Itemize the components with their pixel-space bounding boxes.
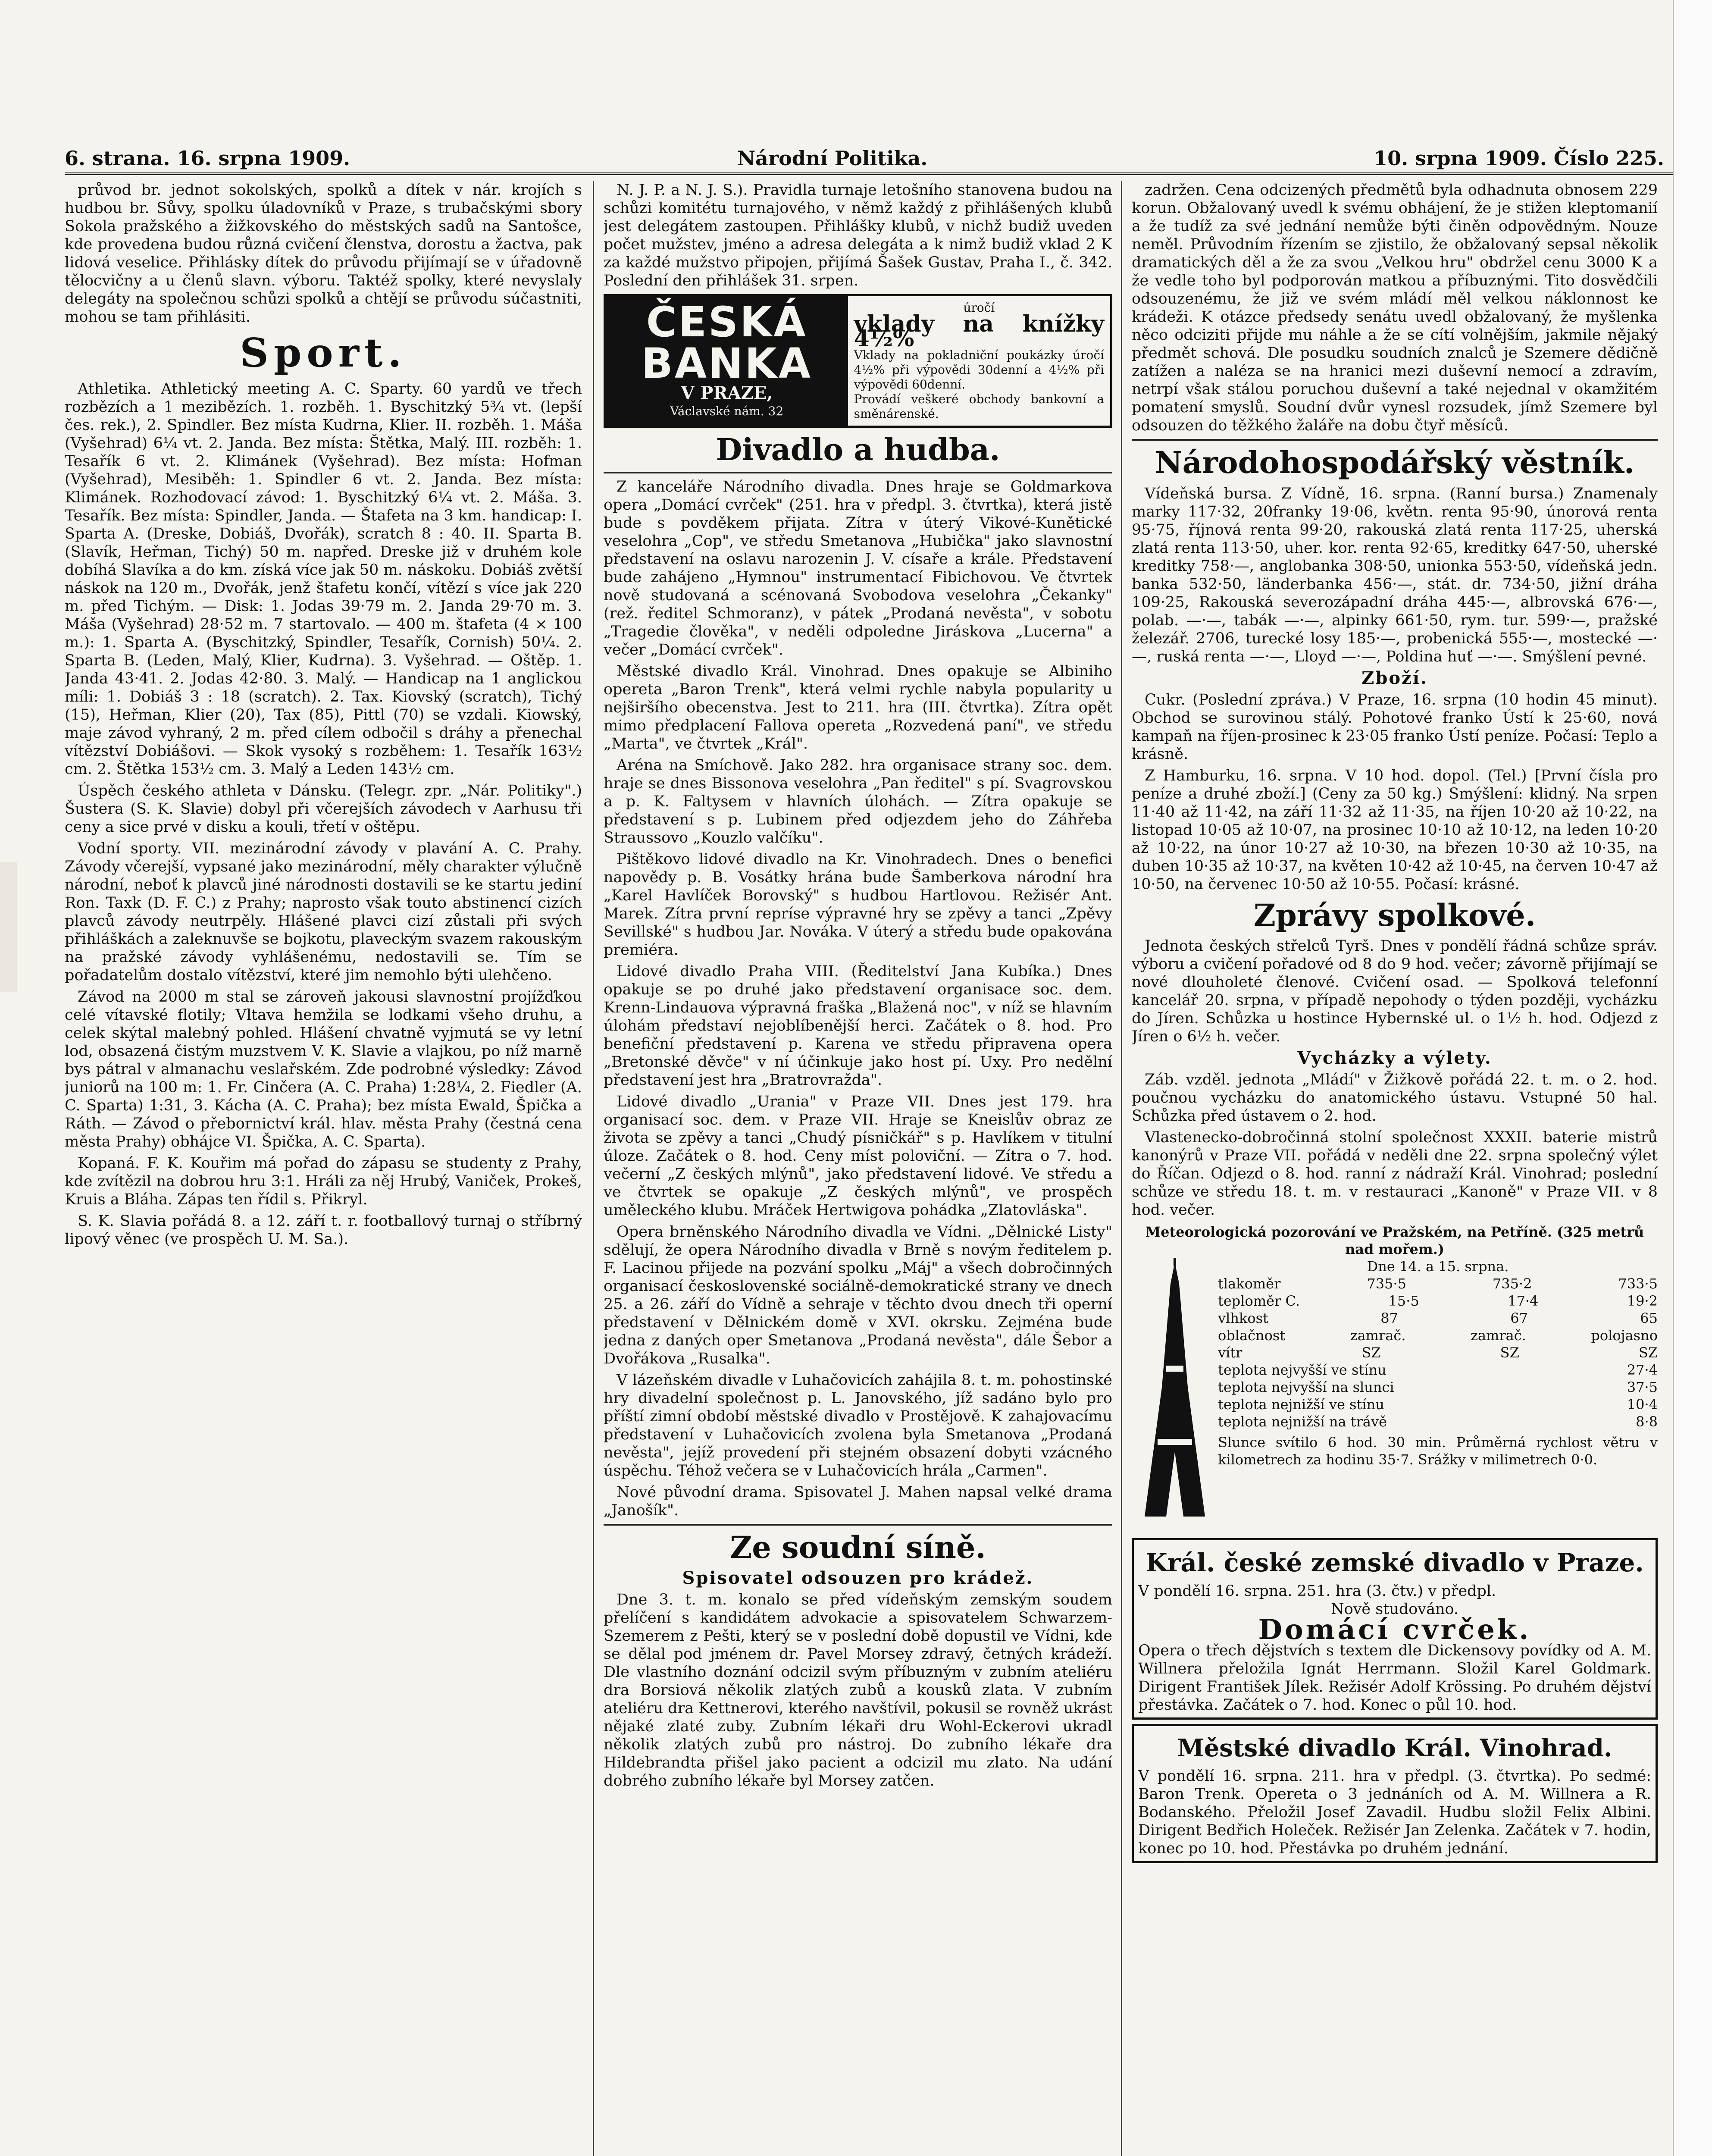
page-edge: [1673, 0, 1712, 2156]
weather-cell: vlhkost: [1218, 1310, 1268, 1326]
bank-desc: Provádí veškeré obchody bankovní a směnárenské.: [854, 392, 1104, 421]
column-1: [65, 181, 582, 2156]
article-text: N. J. P. a N. J. S.). Pravidla turnaje letošního stanovena budou na schůzi komitétu turnajového, v němž každý z přihlášených klubů jest delegátem zastoupen. Přihlášky klubů, v nichž budiž uveden počet mužstev, jméno a adresa delegáta a k nimž budiž vklad 2 K za každé mužstvo připojen, přijímá Šašek Gustav, Praha I., č. 342. Poslední den přihlášek 31. srpen.: [604, 182, 1112, 289]
column-3: [1132, 181, 1658, 2156]
weather-cell: zamrač.: [1350, 1327, 1406, 1344]
weather-dates: Dne 14. a 15. srpna.: [1367, 1258, 1509, 1275]
article-text: Athletika. Athletický meeting A. C. Sparty. 60 yardů ve třech rozbězích a 1 mezibězích. 1. rozběh. 1. Byschitzký 5¾ vt. (lepší čes. rek.), 2. Spindler. Bez místa Kudrna, Klier. II. rozběh. 1. Máša (Vyšehrad) 6¼ vt. 2. Janda. Bez místa: Štětka, Malý. III. rozběh: 1. Tesařík 6 vt. 2. Klimánek (Vyšehrad). Bez místa: Hofman (Vyšehrad), Mesiběh: 1. Spindler 6 vt. 2. Janda. Bez místa: Klimánek. Rozhodovací závod: 1. Byschitzký 6¼ vt. 2. Máša. 3. Tesařík. Bez místa: Spindler, Janda. — Štafeta na 3 km. handicap: I. Sparta A. (Dreske, Dobiáš, Dvořák), scratch 8 : 40. II. Sparta B. (Slavík, Heřman, Tichý) 50 m. napřed. Dreske již v druhém kole dobíhá Slavíka a do km. získá více jak 50 m. náskoku. Dobiáš zvětší náskok na 120 m., Dvořák, jenž štafetu končí, vítězí s více jak 220 m. před Tichým. — Disk: 1. Jodas 39·79 m. 2. Janda 29·70 m. 3. Máša (Vyšehrad) 28·52 m. 7 startovalo. — 400 m. štafeta (4 × 100 m.): 1. Sparta A. (Byschitzký, Spindler, Tesařík, Cornish) 50¼. 2. Sparta B. (Leden, Malý, Klier, Kudrna). 3. Vyšehrad. — Oštěp. 1. Janda 43·41. 2. Jodas 42·80. 3. Malý. — Handicap na 1 anglickou míli: 1. Dobiáš 3 : 18 (scratch). 2. Tax. Kiovský (scratch), Tichý (15), Heřman, Klier (20), Tax (85), Pittl (70) se vzdali. Kiowský, maje závod vyhraný, 2 m. před cílem odbočil s dráhy a přenechal vítězství Dobiášovi. — Skok vysoký s rozběhem: 1. Tesařík 163½ cm. 2. Štětka 153½ cm. 3. Malý a Leden 143½ cm.: [65, 380, 582, 778]
bank-name-line2: BANKA: [641, 339, 813, 388]
weather-cell: SZ: [1638, 1344, 1658, 1361]
section-title-economy: Národohospodářský věstník.: [1155, 445, 1635, 480]
weather-row: [1218, 1344, 1658, 1361]
theatre-line: V pondělí 16. srpna. 251. hra (3. čtv.) v předpl.: [1138, 1582, 1496, 1600]
weather-row: [1218, 1310, 1658, 1327]
article-text: Úspěch českého athleta v Dánsku. (Telegr. zpr. „Nár. Politiky".) Šustera (S. K. Slavie) dobyl při včerejších závodech v Aarhusu tři ceny a sice prvé v disku a kouli, třetí v oštěpu.: [65, 782, 582, 836]
vinohrady-text: V pondělí 16. srpna. 211. hra v předpl. (3. čtvrtka). Po sedmé: Baron Trenk. Opereta o 3 jednáních od A. M. Willnera a R. Bodanského. Přeložil Josef Zavadil. Hudbu složil Felix Albini. Dirigent Bedřich Holeček. Režisér Jan Zelenka. Začátek v 7. hodin, konec po 10. hod. Přestávka po druhém jednání.: [1138, 1767, 1651, 1857]
vinohrady-listing: [1132, 1724, 1658, 1863]
article-text: S. K. Slavia pořádá 8. a 12. září t. r. footballový turnaj o stříbrný lipový věnec (ve prospěch U. M. Sa.).: [65, 1212, 582, 1248]
bank-details: [848, 296, 1110, 426]
bank-rate-label: úročí: [963, 301, 995, 315]
article-text: Městské divadlo Král. Vinohrad. Dnes opakuje se Albiniho opereta „Baron Trenk", která velmi rychle nabyla popularity u nejširšího obecenstva. Jest to 211. hra (III. čtvrtka). Zítra opět mimo předplacení Fallova opereta „Rozvedená paní", ve středu „Marta", ve čtvrtek „Král".: [604, 662, 1112, 752]
article-text: Pištěkovo lidové divadlo na Kr. Vinohradech. Dnes o benefici napovědy p. B. Vosátky hrána bude Šamberkova národní hra „Karel Havlíček Borovský" s hudbou Hartlovou. Režisér Ant. Marek. Zítra první repríse výpravné hry se zpěvy a tanci „Zpěvy Sevillské" s hudbou Jar. Nováka. V úterý a středu bude opakována premiéra.: [604, 850, 1112, 959]
theatre-play: Domácí cvrček.: [1258, 1613, 1531, 1646]
article-text: Opera brněnského Národního divadla ve Vídni. „Dělnické Listy" sdělují, že opera Národního divadla v Brně s novým ředitelem p. F. Lacinou přijede na pozvání spolku „Máj" a všech dobročinných organisací československé sociálně-demokratické strany ve dnech 25. a 26. září do Vídně a sehraje v těchto dvou dnech tři operní představení v Dělnickém domě v XVI. okrsku. Zejména bude jedna z daných oper Smetanova „Prodaná nevěsta", dále Šebor a Dvořákova „Rusalka".: [604, 1223, 1112, 1367]
weather-cell: 67: [1510, 1310, 1528, 1326]
weather-cell: teplota nejnižší ve stínu: [1218, 1396, 1384, 1413]
divider: [1132, 439, 1658, 441]
ceska-banka-advertisement: [604, 294, 1112, 428]
weather-cell: zamrač.: [1471, 1327, 1526, 1344]
weather-cell: 87: [1380, 1310, 1398, 1326]
weather-cell: 27·4: [1627, 1362, 1658, 1378]
weather-cell: 65: [1640, 1310, 1658, 1326]
weather-row: [1218, 1379, 1658, 1396]
weather-cell: vítr: [1218, 1344, 1243, 1361]
theatre-title: Král. české zemské divadlo v Praze.: [1146, 1548, 1644, 1577]
bank-rate: vklady na knížky 4½%: [854, 311, 1104, 352]
weather-cell: teplota nejvyšší na slunci: [1218, 1379, 1394, 1395]
weather-row: [1218, 1327, 1658, 1344]
weather-cell: SZ: [1361, 1344, 1381, 1361]
weather-cell: SZ: [1500, 1344, 1519, 1361]
section-title-divadlo: Divadlo a hudba.: [716, 432, 1000, 467]
weather-cell: 10·4: [1627, 1396, 1658, 1413]
article-text: Vídeňská bursa. Z Vídně, 16. srpna. (Ranní bursa.) Znamenaly marky 117·32, 20franky 19·06, květn. renta 95·90, únorová renta 95·75, říjnová renta 99·20, rakouská zlatá renta 117·25, uherská zlatá renta 113·50, uher. kor. renta 92·65, kreditky 647·50, uherské kreditky 758·—, anglobanka 308·50, unionka 553·50, vídeňská jedn. banka 532·50, länderbanka 456·—, stát. dr. 734·50, jižní dráha 109·25, Rakouská severozápadní dráha 445·—, albrovská 676·—, polab. —·—, tabák —·—, alpinky 661·50, rym. tur. 599·—, pražské železář. 2706, turecké losy 185·—, probenická 555·—, mostecké —·—, ruská renta —·—, Lloyd —·—, Poldina huť —·—. Smýšlení pevné.: [1132, 485, 1658, 665]
weather-cell: 8·8: [1636, 1413, 1658, 1430]
weather-title: Meteorologická pozorování ve Pražském, na Petříně. (325 metrů nad mořem.): [1145, 1224, 1644, 1257]
weather-cell: tlakoměr: [1218, 1275, 1281, 1292]
page-header: [65, 147, 1673, 175]
weather-cell: 735·5: [1367, 1275, 1406, 1292]
column-2: [604, 181, 1112, 2156]
divider: [604, 472, 1112, 473]
article-text: Lidové divadlo „Urania" v Praze VII. Dnes jest 179. hra organisací soc. dem. v Praze VII. Hraje se Kneislův obraz ze života se zpěvy a tanci „Chudý písničkář" s p. Havlíkem v titulní úloze. Začátek o 8. hod. Ceny míst poloviční. — Zítra o 7. hod. večerní „Z českých mlýnů", jako představení lidové. Ve středu a ve čtvrtek se opakuje „Z českých mlýnů", ve prospěch uměleckého klubu. Mráček Hertwigova pohádka „Zlatovláska".: [604, 1093, 1112, 1219]
weather-cell: teplota nejvyšší ve stínu: [1218, 1362, 1387, 1378]
weather-row: [1218, 1396, 1658, 1413]
section-title-spolky: Zprávy spolkové.: [1253, 897, 1536, 933]
weather-cell: teplota nejnižší na trávě: [1218, 1413, 1387, 1430]
bank-address: Václavské nám. 32: [670, 404, 784, 418]
weather-cell: 37·5: [1627, 1379, 1658, 1395]
weather-row: [1218, 1275, 1658, 1292]
article-text: Nové původní drama. Spisovatel J. Mahen napsal velké drama „Janošík".: [604, 1483, 1112, 1519]
article-text: Cukr. (Poslední zpráva.) V Praze, 16. srpna (10 hodin 45 minut). Obchod se surovinou stálý. Pohotové franko Ústí k 25·60, nová kampaň na říjen-prosinec k 23·05 franko Ústí peníze. Počasí: Teplo a krásně.: [1132, 691, 1658, 763]
article-text: Kopaná. F. K. Kouřim má pořad do zápasu se studenty z Prahy, kde zvítězil na dobrou hru 3:1. Hráli za něj Hrubý, Vaniček, Prokeš, Kruis a Bláha. Zápas ten řídil s. Přikryl.: [65, 1154, 582, 1208]
section-title-soud: Ze soudní síně.: [730, 1529, 986, 1565]
article-text: Z Hamburku, 16. srpna. V 10 hod. dopol. (Tel.) [První čísla pro peníze a druhé zboží.] (Ceny za 50 kg.) Smýšlení: klidný. Na srpen 11·40 až 11·42, na září 11·32 až 11·35, na říjen 10·20 až 10·22, na listopad 10·05 až 10·07, na prosinec 10·10 až 10·12, na leden 10·20 až 10·22, na únor 10·27 až 10·30, na březen 10·30 až 10·35, na duben 10·35 až 10·37, na květen 10·42 až 10·45, na červen 10·47 až 10·50, na červenec 10·50 až 10·55. Počasí: krásné.: [1132, 767, 1658, 893]
article-text: Vlastenecko-dobročinná stolní společnost XXXII. baterie mistrů kanonýrů v Praze VII. pořádá v neděli dne 22. srpna společný výlet do Říčan. Odjezd o 8. hod. ranní z nádraží Král. Vinohrad; poslední schůze ve středu 18. t. m. v restauraci „Kanoně" v Praze VII. v 8 hod. večer.: [1132, 1129, 1658, 1219]
weather-cell: polojasno: [1591, 1327, 1658, 1344]
vinohrady-title: Městské divadlo Král. Vinohrad.: [1177, 1733, 1612, 1762]
article-text: průvod br. jednot sokolských, spolků a dítek v nár. krojích s hudbou br. Sůvy, spolku úladovníků v Praze, s trubačskými sbory Sokola pražského a žižkovského do městských sadů na Santošce, kde provedena budou různá cvičení členstva, dorostu a žactva, pak lidová veselice. Přihlásky dítek do průvodu přijímají se v úřadovně tělocvičny a u členů slavn. výboru. Taktéž spolky, které nevyslaly delegáty na společnou schůzi spolků a chtějí se průvodu súčastniti, mohou se tam přihlásiti.: [65, 182, 582, 326]
weather-cell: teploměr C.: [1218, 1293, 1300, 1309]
weather-row: [1218, 1413, 1658, 1430]
weather-cell: 19·2: [1627, 1293, 1658, 1309]
section-title-sport: Sport.: [240, 329, 407, 376]
article-text: Aréna na Smíchově. Jako 282. hra organisace strany soc. dem. hraje se dnes Bissonova veselohra „Pan ředitel" s pí. Svagrovskou a p. K. Faltysem v hlavních úlohách. — Zítra opakuje se představení s p. Lubinem před odjezdem jeho do Záhřeba Straussovo „Kouzlo valčíku".: [604, 756, 1112, 846]
left-margin-stain: [0, 862, 17, 992]
theatre-new: Nově studováno.: [1330, 1600, 1459, 1618]
weather-cell: 17·4: [1508, 1293, 1539, 1309]
article-text: Lidové divadlo Praha VIII. (Ředitelství Jana Kubíka.) Dnes opakuje se po druhé jako představení organisace soc. dem. Krenn-Lindauova výpravná fraška „Blažená noc", v níž se hlavním úlohám představí nejoblíbenější herci. Začátek o 8. hod. Pro benefiční představení p. Karena ve středu připravena opera „Bretonské děvče" v ní účinkuje jako host pí. Uxy. Pro nedělní představení jest hra „Bratrovražda".: [604, 962, 1112, 1089]
article-text: Jednota českých střelců Tyrš. Dnes v pondělí řádná schůze správ. výboru a cvičení pořadové od 8 do 9 hod. večer; závorně přijímají se nové dlouholeté členové. Cvičení osad. — Spolková telefonní kancelář 20. srpna, v případě nepohody o týden později, vycházku do Jíren. Schůzka u hostince Hybernské ul. o 1½ h. hod. Odjezd z Jíren o 6½ h. večer.: [1132, 937, 1658, 1045]
header-masthead: Národní Politika.: [737, 147, 928, 170]
bank-logo: [606, 296, 848, 426]
column-rule: [593, 181, 594, 2156]
weather-footer: Slunce svítilo 6 hod. 30 min. Průměrná rychlost větru v kilometrech za hodinu 35·7. Srážky v milimetrech 0·0.: [1218, 1434, 1658, 1468]
header-date-right: 10. srpna 1909. Číslo 225.: [1374, 147, 1664, 170]
article-text: V lázeňském divadle v Luhačovicích zahájila 8. t. m. pohostinské hry divadelní společnost p. L. Janovského, jíž sadáno bylo pro příští zimní období městské divadlo v Prostějově. K zahajovacímu představení v Luhačovicích zvolena byla Smetanova „Prodaná nevěsta", jejíž provedení při stejném obsazení dobyti vzácného úspěchu. Téhož večera se v Luhačovicích hrála „Carmen".: [604, 1371, 1112, 1479]
weather-cell: 15·5: [1388, 1293, 1419, 1309]
weather-row: [1218, 1361, 1658, 1379]
theatre-text: Opera o třech dějstvích s textem dle Dickensovy povídky od A. M. Willnera přeložila Ignát Herrmann. Složil Karel Goldmark. Dirigent František Jílek. Režisér Adolf Krössing. Po druhém dějství přestávka. Začátek o 7. hod. Konec o půl 10. hod.: [1138, 1642, 1651, 1714]
petrin-tower-icon: [1132, 1258, 1218, 1534]
weather-cell: 733·5: [1618, 1275, 1658, 1292]
article-text: Z kanceláře Národního divadla. Dnes hraje se Goldmarkova opera „Domácí cvrček" (251. hra v předpl. 3. čtvrtka), která jistě bude s povděkem přijata. Zítra v úterý Vikové-Kunětické veselohra „Cop", ve středu Smetanova „Hubička" jako slavnostní představení na oslavu narozenin J. V. císaře a krále. Představení bude zahájeno „Hymnou" instrumentací Fibichovou. Ve čtvrtek nově studovaná a scénovaná Svobodova veselohra „Čekanky" (rež. ředitel Schmoranz), v pátek „Prodaná nevěsta", v sobotu „Tragedie člověka", v neděli odpoledne Jiráskova „Lucerna" a večer „Domácí cvrček".: [604, 478, 1112, 658]
article-text: Závod na 2000 m stal se zároveň jakousi slavnostní projížďkou celé vítavské flotily; Vltava hemžila se lodkami všeho druhu, a celek skýtal malebný pohled. Hlášení chvatně vyjmutá se vy letní lod, obsazená čistým muzstvem V. K. Slavie a vlajkou, po níž marně bys pátral v almanachu veslařském. Zde podrobné výsledky: Závod juniorů na 100 m: 1. Fr. Cinčera (A. C. Praha) 1:28¼, 2. Fiedler (A. C. Sparta) 1:31, 3. Kácha (A. C. Praha); bez místa Ewald, Špička a Ráth. — Závod o přebornictví král. hlav. města Prahy (čestná cena města Prahy) obhájce VI. Špička, A. C. Sparta).: [65, 988, 582, 1150]
subsection-title: Zboží.: [1361, 667, 1428, 688]
bank-desc: Vklady na pokladniční poukázky úročí 4½% při výpovědi 30denní a 4½% při výpovědi 60denní.: [854, 348, 1104, 392]
article-text: Vodní sporty. VII. mezinárodní závody v plavání A. C. Prahy. Závody včerejší, vypsané jako mezinárodní, měly charakter výlučně národní, neboť k plavců jiné národnosti dostavili se ke startu jediní Ron. Taxk (D. F. C.) z Prahy; naprosto však touto abstinencí cizích plavců závody neutrpěly. Hlášené plavci cizí zůstali při svých přihláškách a zaleknuvše se bojkotu, plaveckým svazem rakouským na pražské závody vyhlášenému, nedostavili se. Tím se pořadatelům dostalo vítězství, které jim nemohlo býti ulehčeno.: [65, 840, 582, 984]
bank-name-line1: ČESKÁ: [646, 298, 807, 346]
weather-report: [1132, 1223, 1658, 1534]
weather-cell: oblačnost: [1218, 1327, 1286, 1344]
bank-city: V PRAZE,: [681, 383, 773, 403]
weather-cell: 735·2: [1492, 1275, 1532, 1292]
article-subtitle: Spisovatel odsouzen pro krádež.: [682, 1568, 1034, 1588]
subsection-title: Vycházky a výlety.: [1297, 1048, 1492, 1068]
article-text: Dne 3. t. m. konalo se před vídeňským zemským soudem přelíčení s kandidátem advokacie a spisovatelem Schwarzem-Szemerem z Pešti, který se v poslední době dopustil ve Vídni, kde se dělal pod jménem dr. Pavel Morsey zdravý, četných krádeží. Dle vlastního doznání odcizil svým příbuzným v zubním ateliéru dra Borsiová několik zlatých zubů a kousků zlata. V zubním ateliéru dra Kettnerovi, kterého navštívil, pokusil se rovněž ukrást nějaké zlaté zuby. Zubním lékaři dru Wohl-Eckerovi ukradl několik zlatých zubů pro nástroj. Do zubního lékaře dra Hildebrandta přišel jako pacient a odcizil mu zlato. Na udání dobrého zubního lékaře byl Morsey zatčen.: [604, 1591, 1112, 1789]
column-rule: [1121, 181, 1122, 2156]
divider: [604, 1524, 1112, 1526]
theatre-listing: [1132, 1538, 1658, 1720]
article-text: Záb. vzděl. jednota „Mládí" v Žižkově pořádá 22. t. m. o 2. hod. poučnou vycházku do anatomického ústavu. Vstupné 50 hal. Schůzka před ústavem o 2. hod.: [1132, 1071, 1658, 1125]
article-text: zadržen. Cena odcizených předmětů byla odhadnuta obnosem 229 korun. Obžalovaný uvedl k svému obhájení, že je stižen kleptomanií a že tudíž za své jednání nemůže býti činěn odpovědným. Nouze neměl. Průvodním řízením se zjistilo, že obžalovaný sepsal několik dramatických děl a že za svou „Velkou hru" obdržel cenu 3000 K a že vedle toho byl podporován matkou a příbuznými. Tito dosvědčili odsouzenému, že již ve svém mládí měl velkou náklonnost ke krádeži. K otázce předsedy senátu uvedl obžalovaný, že myšlenka něco odciziti přijde mu náhle a že se cítí volnějším, jakmile nějaký předmět schová. Dle posudku soudních znalců je Szemere dědičně zatížen a naléza se na hranici mezi duševní nemocí a zdravím, netrpí však stálou poruchou duševní a také nejednal v okamžitém pomatení smyslů. Soudní dvůr vynesl rozsudek, jímž Szemere byl odsouzen do těžkého žaláře na dobu čtyř měsíců.: [1132, 182, 1658, 434]
header-date-left: 6. strana. 16. srpna 1909.: [65, 147, 351, 170]
weather-row: [1218, 1292, 1658, 1310]
